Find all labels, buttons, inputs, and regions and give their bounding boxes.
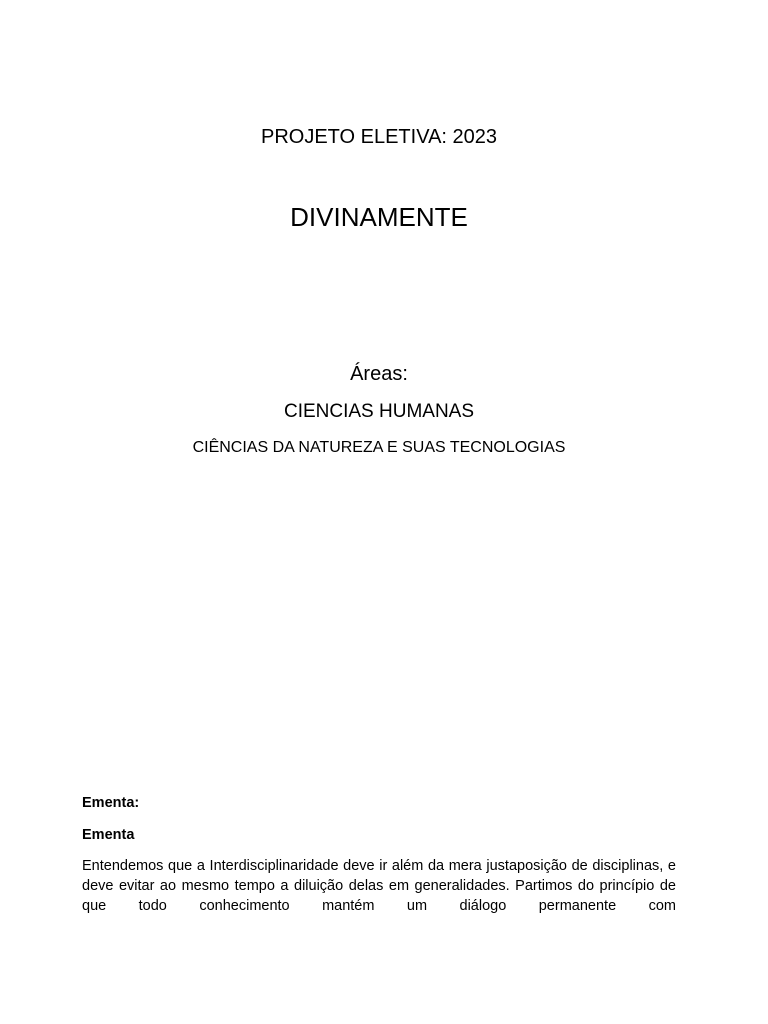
- areas-label: Áreas:: [350, 363, 408, 385]
- area-item: CIENCIAS HUMANAS: [283, 401, 475, 422]
- ementa-heading: Ementa: [82, 827, 135, 843]
- area-item: CIÊNCIAS DA NATUREZA E SUAS TECNOLOGIAS: [192, 439, 566, 456]
- ementa-label: Ementa:: [82, 795, 140, 811]
- main-title: DIVINAMENTE: [290, 202, 468, 232]
- ementa-body-text: Entendemos que a Interdisciplinaridade deve ir além da mera justaposição de disciplinas, e deve evitar ao mesmo tempo a diluição delas em generalidades. Partimos do princípio de que todo conhecimento mantém um diálogo permanente com: [82, 858, 676, 914]
- project-title: PROJETO ELETIVA: 2023: [260, 126, 498, 148]
